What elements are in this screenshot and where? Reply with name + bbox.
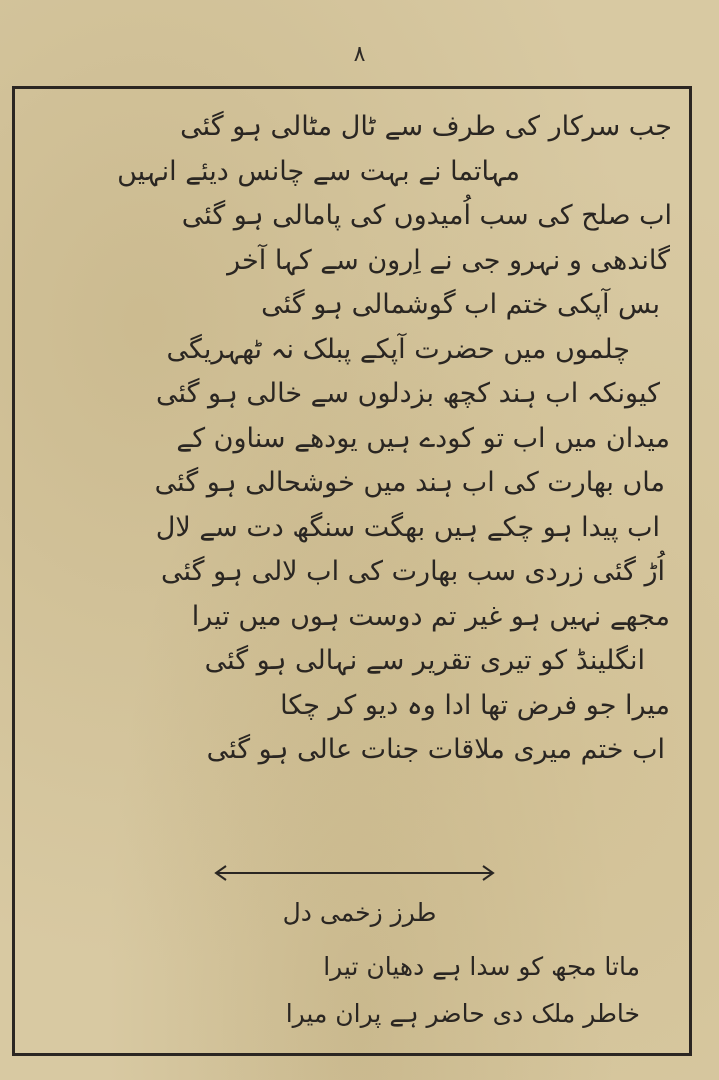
poem-line: ماں بھارت کی اب ہند میں خوشحالی ہو گئی — [154, 467, 665, 498]
poem-line: کیونکہ اب ہند کچھ بزدلوں سے خالی ہو گئی — [155, 378, 660, 409]
poem-line: جب سرکار کی طرف سے ٹال مٹالی ہو گئی — [180, 111, 672, 142]
poem-line: اب پیدا ہو چکے ہیں بھگت سنگھ دت سے لال — [155, 511, 660, 543]
double-arrow-divider — [212, 863, 497, 883]
poem-line: اب صلح کی سب اُمیدوں کی پامالی ہو گئی — [181, 200, 672, 231]
section-title: طرز زخمی دل — [282, 898, 437, 927]
poem-line: گاندھی و نہرو جی نے اِرون سے کہا آخر — [227, 244, 670, 276]
closing-line: خاطر ملک دی حاضر ہے پران میرا — [285, 999, 640, 1028]
poem-line: مجھے نہیں ہو غیر تم دوست ہوں میں تیرا — [191, 600, 670, 632]
closing-line: ماتا مجھ کو سدا ہے دھیان تیرا — [323, 952, 640, 981]
poem-line: اب ختم میری ملاقات جنات عالی ہو گئی — [206, 734, 665, 765]
poem-line: اُڑ گئی زردی سب بھارت کی اب لالی ہو گئی — [161, 556, 665, 587]
page-number: ۸ — [353, 42, 366, 67]
poem-line: انگلینڈ کو تیری تقریر سے نہالی ہو گئی — [204, 645, 645, 676]
poem-body — [30, 105, 680, 773]
poem-line: میرا جو فرض تھا ادا وہ دیو کر چکا — [280, 689, 670, 721]
poem-line: مہاتما نے بہت سے چانس دیئے انہیں — [117, 155, 520, 187]
poem-line: چلموں میں حضرت آپکے پبلک نہ ٹھہریگی — [166, 333, 630, 365]
poem-line: بس آپکی ختم اب گوشمالی ہو گئی — [261, 289, 660, 320]
poem-line: میدان میں اب تو کودے ہیں یودھے سناون کے — [176, 422, 670, 454]
